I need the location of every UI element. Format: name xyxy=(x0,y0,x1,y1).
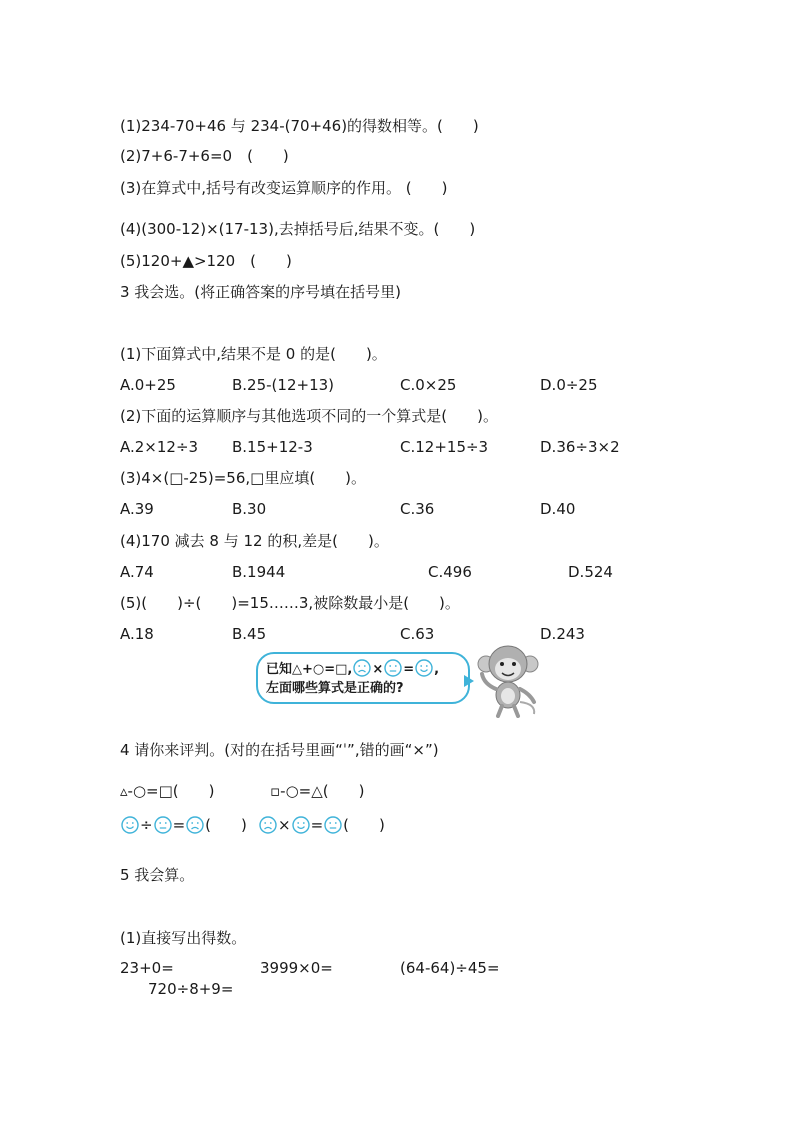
option-b: B.25-(12+13) xyxy=(232,376,335,394)
option-c: C.496 xyxy=(428,563,472,581)
judge-shape-1: ▵-○=□( ) xyxy=(120,782,215,800)
speech-bubble xyxy=(256,652,470,704)
option-a: A.39 xyxy=(120,500,154,518)
happy-face-icon xyxy=(292,816,310,834)
bubble-line1: 已知△+○=□, × = , xyxy=(266,659,439,679)
question-stem: (3)4×(□-25)=56,□里应填( )。 xyxy=(120,469,367,487)
option-d: D.524 xyxy=(568,563,613,581)
question-stem: (4)170 减去 8 与 12 的积,差是( )。 xyxy=(120,532,389,550)
judge-q4: (4)(300-12)×(17-13),去掉括号后,结果不变。( ) xyxy=(120,220,476,238)
option-c: C.36 xyxy=(400,500,435,518)
option-a: A.2×12÷3 xyxy=(120,438,199,456)
option-c: C.63 xyxy=(400,625,435,643)
option-d: D.243 xyxy=(540,625,585,643)
option-b: B.1944 xyxy=(232,563,286,581)
calc-item: 3999×0= xyxy=(260,959,333,977)
neutral-face-icon xyxy=(324,816,342,834)
neutral-face-icon xyxy=(154,816,172,834)
section5-title: 5 我会算。 xyxy=(120,866,195,884)
option-b: B.15+12-3 xyxy=(232,438,313,456)
sad-face-icon xyxy=(259,816,277,834)
judge-q3: (3)在算式中,括号有改变运算顺序的作用。 ( ) xyxy=(120,179,448,197)
option-a: A.74 xyxy=(120,563,154,581)
bubble-line2: 左面哪些算式是正确的? xyxy=(266,681,404,696)
section5-sub1: (1)直接写出得数。 xyxy=(120,929,247,947)
option-b: B.45 xyxy=(232,625,267,643)
bubble-tail xyxy=(464,675,474,687)
calc-item: 720÷8+9= xyxy=(148,980,234,998)
calc-item: 23+0= xyxy=(120,959,174,977)
judge-face-row-2: × = ( ) xyxy=(258,815,385,835)
section4-title: 4 请你来评判。(对的在括号里画“ˈ”,错的画“×”) xyxy=(120,741,439,759)
calc-item: (64-64)÷45= xyxy=(400,959,500,977)
question-stem: (1)下面算式中,结果不是 0 的是( )。 xyxy=(120,345,387,363)
option-a: A.18 xyxy=(120,625,154,643)
option-c: C.12+15÷3 xyxy=(400,438,489,456)
neutral-face-icon xyxy=(384,659,402,677)
happy-face-icon xyxy=(415,659,433,677)
question-stem: (5)( )÷( )=15……3,被除数最小是( )。 xyxy=(120,594,460,612)
option-d: D.36÷3×2 xyxy=(540,438,620,456)
section3-title: 3 我会选。(将正确答案的序号填在括号里) xyxy=(120,283,402,301)
sad-face-icon xyxy=(353,659,371,677)
sad-face-icon xyxy=(186,816,204,834)
judge-q1: (1)234-70+46 与 234-(70+46)的得数相等。( ) xyxy=(120,117,479,135)
monkey-icon xyxy=(476,642,540,718)
judge-q5: (5)120+▲>120 ( ) xyxy=(120,252,292,270)
option-d: D.0÷25 xyxy=(540,376,598,394)
judge-face-row-1: ÷ = ( ) xyxy=(120,815,247,835)
judge-shape-2: ▫-○=△( ) xyxy=(270,782,365,800)
judge-q2: (2)7+6-7+6=0 ( ) xyxy=(120,147,289,165)
question-stem: (2)下面的运算顺序与其他选项不同的一个算式是( )。 xyxy=(120,407,498,425)
option-b: B.30 xyxy=(232,500,267,518)
happy-face-icon xyxy=(121,816,139,834)
option-c: C.0×25 xyxy=(400,376,457,394)
option-d: D.40 xyxy=(540,500,576,518)
option-a: A.0+25 xyxy=(120,376,176,394)
